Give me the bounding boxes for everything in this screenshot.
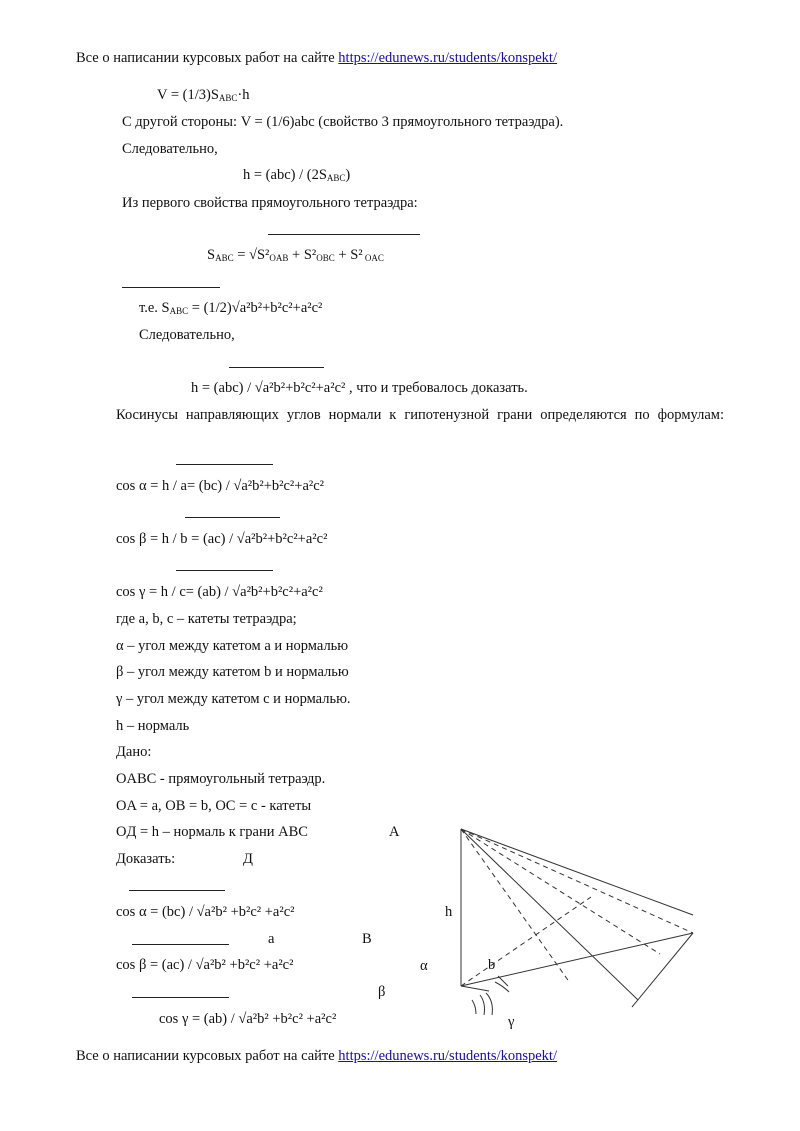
label-D: Д bbox=[243, 851, 253, 867]
oabc-line: OABC - прямоугольный тетраэдр. bbox=[116, 771, 326, 787]
volume-formula: $V = (1/3)S_{ABC}\cdot h$ bbox=[157, 87, 250, 103]
legs-line: OA = a, OB = b, OC = c - катеты bbox=[116, 798, 312, 814]
given-label: Дано: bbox=[116, 744, 152, 760]
cos-beta-formula: cos β = h / b = (ac) / √a²b²+b²c²+a²c² bbox=[116, 531, 328, 547]
label-gamma: γ bbox=[508, 1014, 515, 1030]
header-text: Все о написании курсовых работ на сайте bbox=[76, 50, 335, 66]
footer-link[interactable]: https://edunews.ru/students/konspekt/ bbox=[338, 1048, 557, 1064]
cos-gamma-formula: cos γ = h / c= (ab) / √a²b²+b²c²+a²c² bbox=[116, 584, 323, 600]
prove-label: Доказать: bbox=[116, 851, 176, 867]
label-alpha: α bbox=[420, 958, 428, 974]
other-side-line: С другой стороны: V = (1/6)abc (свойство 3 прямоугольного тетраэдра). bbox=[122, 114, 564, 130]
ie-formula: т.е. $S_{ABC} = (1/2)√a^2b^2+b^2c^2+a^2c^2$ bbox=[139, 300, 323, 316]
s-abc-formula: $S_{ABC} = √S^2_{OAB} + S^2_{OBC} + S^2$ $_{OAC}$ bbox=[207, 247, 384, 263]
od-line: OД = h – нормаль к грани ABC bbox=[116, 824, 308, 840]
cosines-intro: Косинусы направляющих углов нормали к гипотенузной грани определяются по формулам: bbox=[116, 407, 724, 423]
label-h: h bbox=[445, 904, 453, 920]
label-A: A bbox=[389, 824, 400, 840]
where-line: где a, b, c – катеты тетраэдра; bbox=[116, 611, 297, 627]
result-formula: h = (abc) / √a²b²+b²c²+a²c² , что и требовалось доказать. bbox=[191, 380, 528, 396]
header-link[interactable]: https://edunews.ru/students/konspekt/ bbox=[338, 50, 557, 66]
from-first-property: Из первого свойства прямоугольного тетраэдра: bbox=[122, 195, 418, 211]
h-formula: $h = (abc) / (2S_{ABC})$ bbox=[243, 167, 351, 183]
proof-cos-alpha: cos α = (bc) / √a²b² +b²c² +a²c² bbox=[116, 904, 295, 920]
proof-cos-gamma: cos γ = (ab) / √a²b² +b²c² +a²c² bbox=[159, 1011, 337, 1027]
label-beta: β bbox=[378, 984, 386, 1000]
alpha-definition: α – угол между катетом a и нормалью bbox=[116, 638, 349, 654]
h-definition: h – нормаль bbox=[116, 718, 190, 734]
label-B: B bbox=[362, 931, 372, 947]
label-a: a bbox=[268, 931, 275, 947]
cos-alpha-formula: cos α = h / a= (bc) / √a²b²+b²c²+a²c² bbox=[116, 478, 325, 494]
gamma-definition: γ – угол между катетом c и нормалью. bbox=[116, 691, 351, 707]
beta-definition: β – угол между катетом b и нормалью bbox=[116, 664, 349, 680]
footer-line bbox=[76, 1047, 557, 1065]
therefore-2: Следовательно, bbox=[139, 327, 235, 343]
label-b: b bbox=[488, 957, 496, 973]
footer-text: Все о написании курсовых работ на сайте bbox=[76, 1048, 335, 1064]
therefore-1: Следовательно, bbox=[122, 141, 218, 157]
proof-cos-beta: cos β = (ac) / √a²b² +b²c² +a²c² bbox=[116, 957, 294, 973]
